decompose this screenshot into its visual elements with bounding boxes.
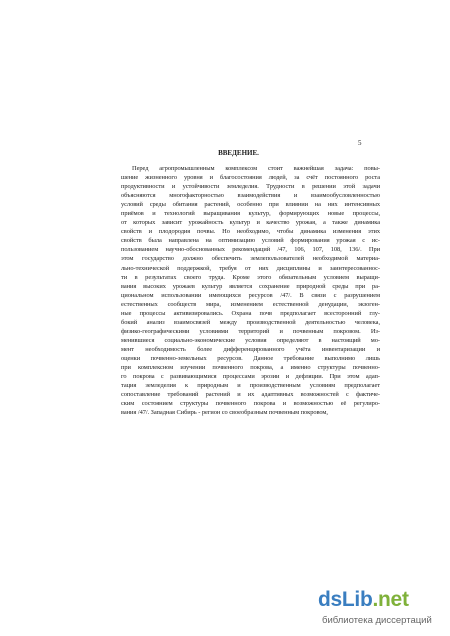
page-title: ВВЕДЕНИЕ. [218,149,259,157]
text-line: объясняются многофакторностью взаимодействия и взаимообусловленностью [121,192,380,200]
text-line: естественных сообществ мира, изменением естественной денудации, экзоген- [121,300,380,308]
text-line: бокий анализ взаимосвязей между производственной деятельностью человека, [121,318,380,326]
text-line: от которых зависит урожайность культур и качество урожая, а также динамика [121,219,380,227]
watermark-logo[interactable] [318,588,446,632]
text-line: продуктивности и устойчивости земледелия. Трудности в решении этой задачи [121,183,380,191]
text-line: этом государство должно обеспечить землепользователей необходимой материа- [121,255,380,263]
watermark-brand-main: dsLib [318,588,373,611]
text-line: физико-географическими условиями территорий и почвенным покровом. Из- [121,327,380,335]
body-text [121,164,380,417]
watermark-brand-tld: .net [372,588,409,611]
text-line: условий среды обитания растений, особенно при влиянии на них интенсивных [121,201,380,209]
text-line: пользованием научно-обоснованных рекомендаций /47, 106, 107, 108, 136/. При [121,246,380,254]
text-line: шение жизненного уровня и благосостояния людей, за счёт постоянного роста [121,174,380,182]
text-line: ные процессы активизировались. Охрана почв предполагает всесторонний глу- [121,309,380,317]
text-line: ти в результатах своего труда. Кроме этого обязательным условием выращи- [121,273,380,281]
text-line: менившиеся социально-экономические условия определяют в настоящий мо- [121,336,380,344]
text-line: свойств была направлена на оптимизацию условий формирования урожая с ис- [121,237,380,245]
text-line: мент необходимость более дифференцированного учёта инвентаризации и [121,345,380,353]
text-line: сопоставление требований растений и их адаптивных возможностей с фактиче- [121,391,380,399]
page-number: 5 [358,139,362,147]
text-line: оценки почвенно-земельных ресурсов. Данное требование выполнимо лишь [121,354,380,362]
text-line: тация земледелия к природным и производственным условиям предполагает [121,382,380,390]
text-line: Перед агропромышленным комплексом стоит важнейшая задача: повы- [132,165,380,172]
text-line: приёмов и технологий выращивания культур, формирующих новые процессы, [121,210,380,218]
watermark-brand [318,588,409,612]
text-line: свойств и плодородия почвы. Но необходимо, чтобы динамика изменения этих [121,228,380,236]
text-line: при комплексном изучении почвенного покрова, а именно структуры почвенно- [121,364,380,372]
text-line: вания высоких урожаев культур является сохранение природной среды при ра- [121,282,380,290]
text-line: вания /47/. Западная Сибирь - регион со своеобразным почвенным покровом, [121,409,328,417]
text-line: ским состоянием структуры почвенного покрова и возможностью её регулиро- [121,400,380,408]
text-line: льно-технической поддержкой, требуя от них дисциплины и заинтересованнос- [121,264,380,272]
watermark-subtitle: библиотека диссертаций [322,615,432,626]
text-line: го покрова с развивающимися процессами эрозии и дефляции. При этом адап- [121,373,380,381]
text-line: циональном использовании имеющихся ресурсов /47/. В связи с разрушением [121,291,380,299]
